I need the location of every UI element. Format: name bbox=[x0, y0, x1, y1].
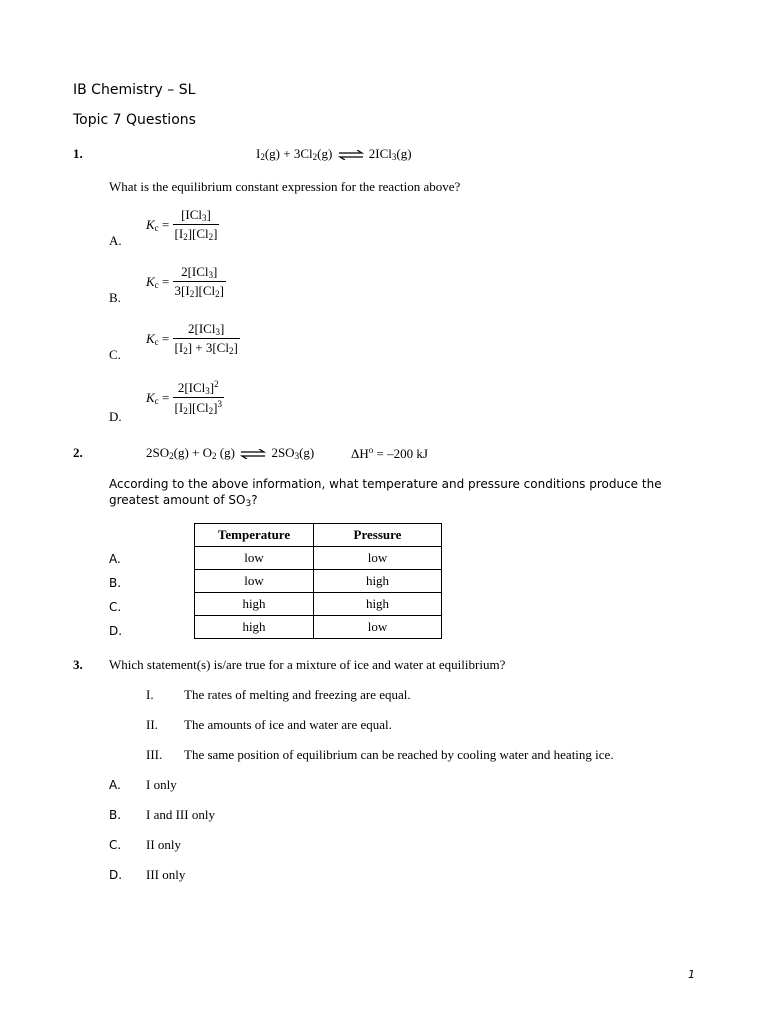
document-subtitle: Topic 7 Questions bbox=[73, 112, 196, 128]
statement-text: The rates of melting and freezing are equal. bbox=[184, 687, 411, 702]
table-row bbox=[195, 547, 442, 570]
question-2-text-line2: greatest amount of $SO_3$? bbox=[109, 493, 258, 509]
conditions-table bbox=[194, 523, 442, 639]
cell-pressure: high bbox=[314, 593, 442, 616]
statement-roman: I. bbox=[146, 687, 154, 702]
statement-roman: III. bbox=[146, 747, 163, 762]
cell-pressure: low bbox=[314, 547, 442, 570]
q3-option-a-letter: A. bbox=[109, 778, 121, 792]
question-2-equation: $2SO_2(g) + O_2$ (g) $2SO_3(g)$ bbox=[146, 445, 315, 461]
statement-text: The same position of equilibrium can be reached by cooling water and heating ice. bbox=[184, 747, 614, 762]
question-2-text-line1: According to the above information, what temperature and pressure conditions produce the bbox=[109, 477, 662, 491]
document-title: IB Chemistry – SL bbox=[73, 82, 196, 98]
cell-temperature: high bbox=[195, 593, 314, 616]
q3-option-d-letter: D. bbox=[109, 868, 123, 882]
question-1-number: 1. bbox=[73, 146, 83, 161]
cell-temperature: high bbox=[195, 616, 314, 639]
q2-option-a-letter: A. bbox=[109, 552, 121, 566]
q3-option-a-text: I only bbox=[146, 777, 177, 792]
cell-temperature: low bbox=[195, 570, 314, 593]
q3-option-b-text: I and III only bbox=[146, 807, 215, 822]
q1-option-a-letter: A. bbox=[109, 233, 122, 248]
question-2-number: 2. bbox=[73, 445, 83, 460]
q2-option-d-letter: D. bbox=[109, 624, 123, 638]
equilibrium-arrow-icon bbox=[240, 449, 266, 459]
question-3-number: 3. bbox=[73, 657, 83, 672]
question-1-text: What is the equilibrium constant expression for the reaction above? bbox=[109, 179, 461, 194]
cell-temperature: low bbox=[195, 547, 314, 570]
q1-option-d-expression: $K_c$ = $\frac{2[ICl_3]^2}{[I_2][Cl_2]^3}$ bbox=[146, 379, 222, 416]
q3-option-b-letter: B. bbox=[109, 808, 122, 822]
statement-text: The amounts of ice and water are equal. bbox=[184, 717, 392, 732]
q3-option-c-letter: C. bbox=[109, 838, 122, 852]
equilibrium-arrow-icon bbox=[338, 150, 364, 160]
cell-pressure: low bbox=[314, 616, 442, 639]
q3-option-d-text: III only bbox=[146, 867, 186, 882]
table-row bbox=[195, 593, 442, 616]
table-header-row bbox=[195, 524, 442, 547]
table-row bbox=[195, 616, 442, 639]
question-3-text: Which statement(s) is/are true for a mixture of ice and water at equilibrium? bbox=[109, 657, 506, 672]
q1-option-b-letter: B. bbox=[109, 290, 121, 305]
header-temperature: Temperature bbox=[195, 524, 314, 547]
header-pressure: Pressure bbox=[314, 524, 442, 547]
q3-option-c-text: II only bbox=[146, 837, 182, 852]
statement-roman: II. bbox=[146, 717, 158, 732]
cell-pressure: high bbox=[314, 570, 442, 593]
q1-option-b-expression: $K_c$ = $\frac{2[ICl_3]}{3[I_2][Cl_2]}$ bbox=[146, 264, 224, 299]
q1-option-d-letter: D. bbox=[109, 409, 122, 424]
q1-option-a-expression: $K_c$ = $\frac{[ICl_3]}{[I_2][Cl_2]}$ bbox=[146, 207, 218, 242]
page-number: 1 bbox=[688, 968, 695, 981]
q1-option-c-letter: C. bbox=[109, 347, 121, 362]
q1-option-c-expression: $K_c$ = $\frac{2[ICl_3]}{[I_2] + 3[Cl_2]}$ bbox=[146, 321, 238, 356]
question-2-enthalpy: $\Delta H^o = -200$ kJ bbox=[351, 445, 428, 461]
question-1-equation: $I_2(g) + 3Cl_2(g)$ 2ICl$_3$(g) bbox=[256, 146, 412, 162]
table-row bbox=[195, 570, 442, 593]
q2-option-b-letter: B. bbox=[109, 576, 122, 590]
q2-option-c-letter: C. bbox=[109, 600, 122, 614]
